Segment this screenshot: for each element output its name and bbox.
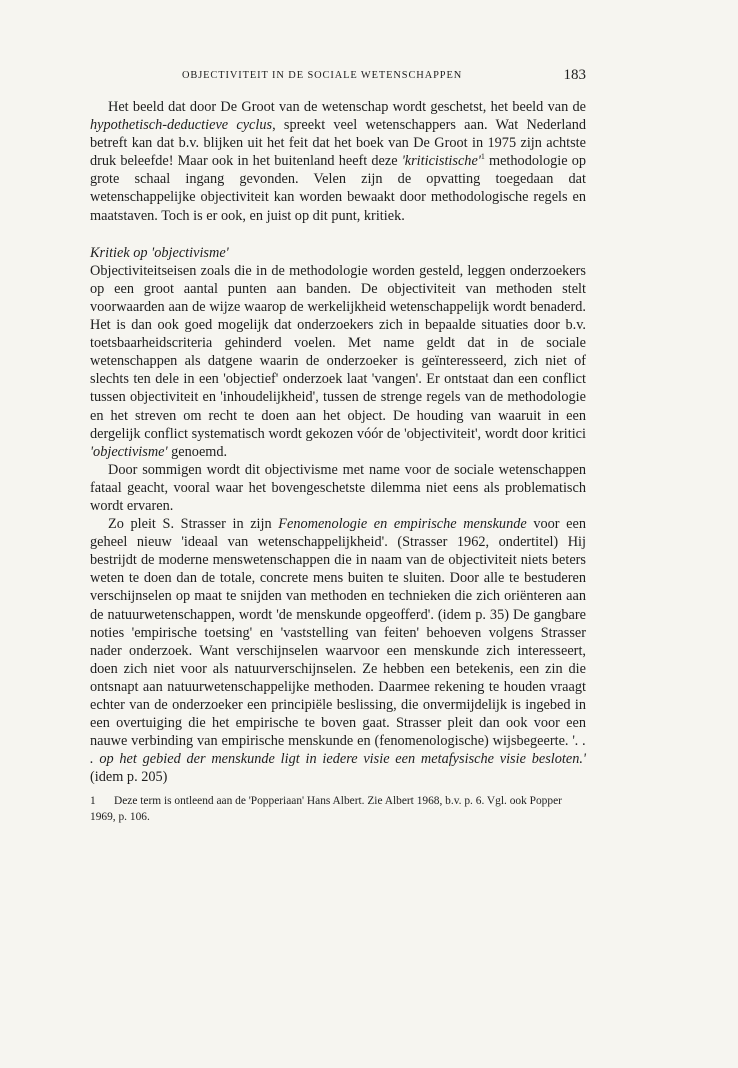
section-heading: Kritiek op 'objectivisme'	[90, 244, 229, 261]
paragraph-2-italic-objectivisme: 'objectivisme'	[90, 443, 168, 460]
footnote-number: 1	[90, 795, 96, 808]
paragraph-4-text-a: Zo pleit S. Strasser in zijn	[108, 516, 279, 533]
page-header	[90, 68, 586, 88]
footnote-text: Deze term is ontleend aan de 'Popperiaan' Hans Albert. Zie Albert 1968, b.v. p. 6. Vgl. ook Popper 1969, p. 106.	[90, 795, 562, 823]
running-title: OBJECTIVITEIT IN DE SOCIALE WETENSCHAPPEN	[182, 70, 463, 81]
paragraph-4-text-c: voor een geheel nieuw 'ideaal van wetenschappelijkheid'. (Strasser 1962, ondertitel) Hij bestrijdt de moderne menswetenschappen die in naam van de objectiviteit niets beters weten te doen dan de totale, concrete mens buiten te sluiten. Door alle te bestuderen verschijnselen op maat te snijden van methoden en technieken die zich oriënteren aan de natuurwetenschappen, wordt 'de menskunde opgeofferd'. (idem p. 35) De gangbare noties 'empirische toetsing' en 'vaststelling van feiten' behoeven volgens Strasser nader onderzoek. Want verschijnselen waarvoor een menskunde zich interesseert, doen zich niet voor als natuurverschijnselen. Ze hebben een betekenis, een zin die ontsnapt aan natuurwetenschappelijke methoden. Daarmee rekening te houden vraagt echter van de onderzoeker een principiële beslissing, die onvermijdelijk is ingebed in een overtuiging die het empirische te boven gaat. Strasser pleit dan ook voor een nauwe verbinding van empirische menskunde en (fenomenologische) wijsbegeerte. '	[90, 516, 586, 750]
footnote	[90, 794, 586, 825]
paragraph-4-italic-book-title: Fenomenologie en empirische menskunde	[278, 516, 527, 533]
paragraph-1-text-e: methodologie op grote schaal ingang gevonden. Velen zijn de opvatting toegedaan dat wetenschappelijke objectiviteit kan worden bewaakt door methodologische regels en maatstaven. Toch is er ook, en juist op dit punt, kritiek.	[90, 153, 586, 224]
page-number: 183	[563, 67, 586, 83]
paragraph-2-text-a: Objectiviteitseisen zoals die in de methodologie worden gesteld, leggen onderzoekers op een groot aantal punten aan banden. De objectiviteit van methoden stelt voorwaarden aan de wijze waarop de werkelijkheid wetenschappelijk wordt benaderd. Het is dan ook goed mogelijk dat onderzoekers zich in bepaalde situaties door b.v. toetsbaarheidscriteria gehinderd voelen. Met name geldt dat in de sociale wetenschappen als datgene waarin de onderzoeker is geïnteresseerd, zich niet of slechts ten dele in een 'objectief' onderzoek laat 'vangen'. Er ontstaat dan een conflict tussen objectiviteit en 'inhoudelijkheid', tussen de strenge regels van de methodologie en het streven om recht te doen aan het object. De houding van waaruit in een dergelijk conflict systematisch wordt gekozen vóór de 'objectiviteit', wordt door kritici	[90, 262, 586, 442]
paragraph-1	[90, 98, 586, 225]
footnote-reference: 1	[480, 152, 485, 162]
paragraph-2	[90, 262, 586, 461]
page-body	[90, 98, 586, 825]
paragraph-2-text-c: genoemd.	[167, 443, 228, 460]
paragraph-3: Door sommigen wordt dit objectivisme met name voor de sociale wetenschappen fataal geacht, vooral waar het bovengeschetste dilemma niet eens als problematisch wordt ervaren.	[90, 461, 586, 514]
paragraph-4-italic-quote: . . . op het gebied der menskunde ligt in iedere visie een metafysische visie besloten.'	[90, 733, 586, 768]
paragraph-1-text-c: , spreekt veel wetenschappers aan. Wat Nederland betreft kan dat b.v. blijken uit het feit dat het boek van De Groot in 1975 zijn achtste druk beleefde! Maar ook in het buitenland heeft deze	[90, 117, 586, 170]
paragraph-1-italic-kriticistische: 'kriticistische'	[401, 153, 481, 170]
paragraph-1-text-a: Het beeld dat door De Groot van de wetenschap wordt geschetst, het beeld van de	[108, 99, 586, 115]
paragraph-4-text-e: (idem p. 205)	[90, 769, 168, 786]
paragraph-4	[90, 515, 586, 786]
paragraph-1-italic-cycle: hypothetisch-deductieve cyclus	[90, 117, 273, 134]
